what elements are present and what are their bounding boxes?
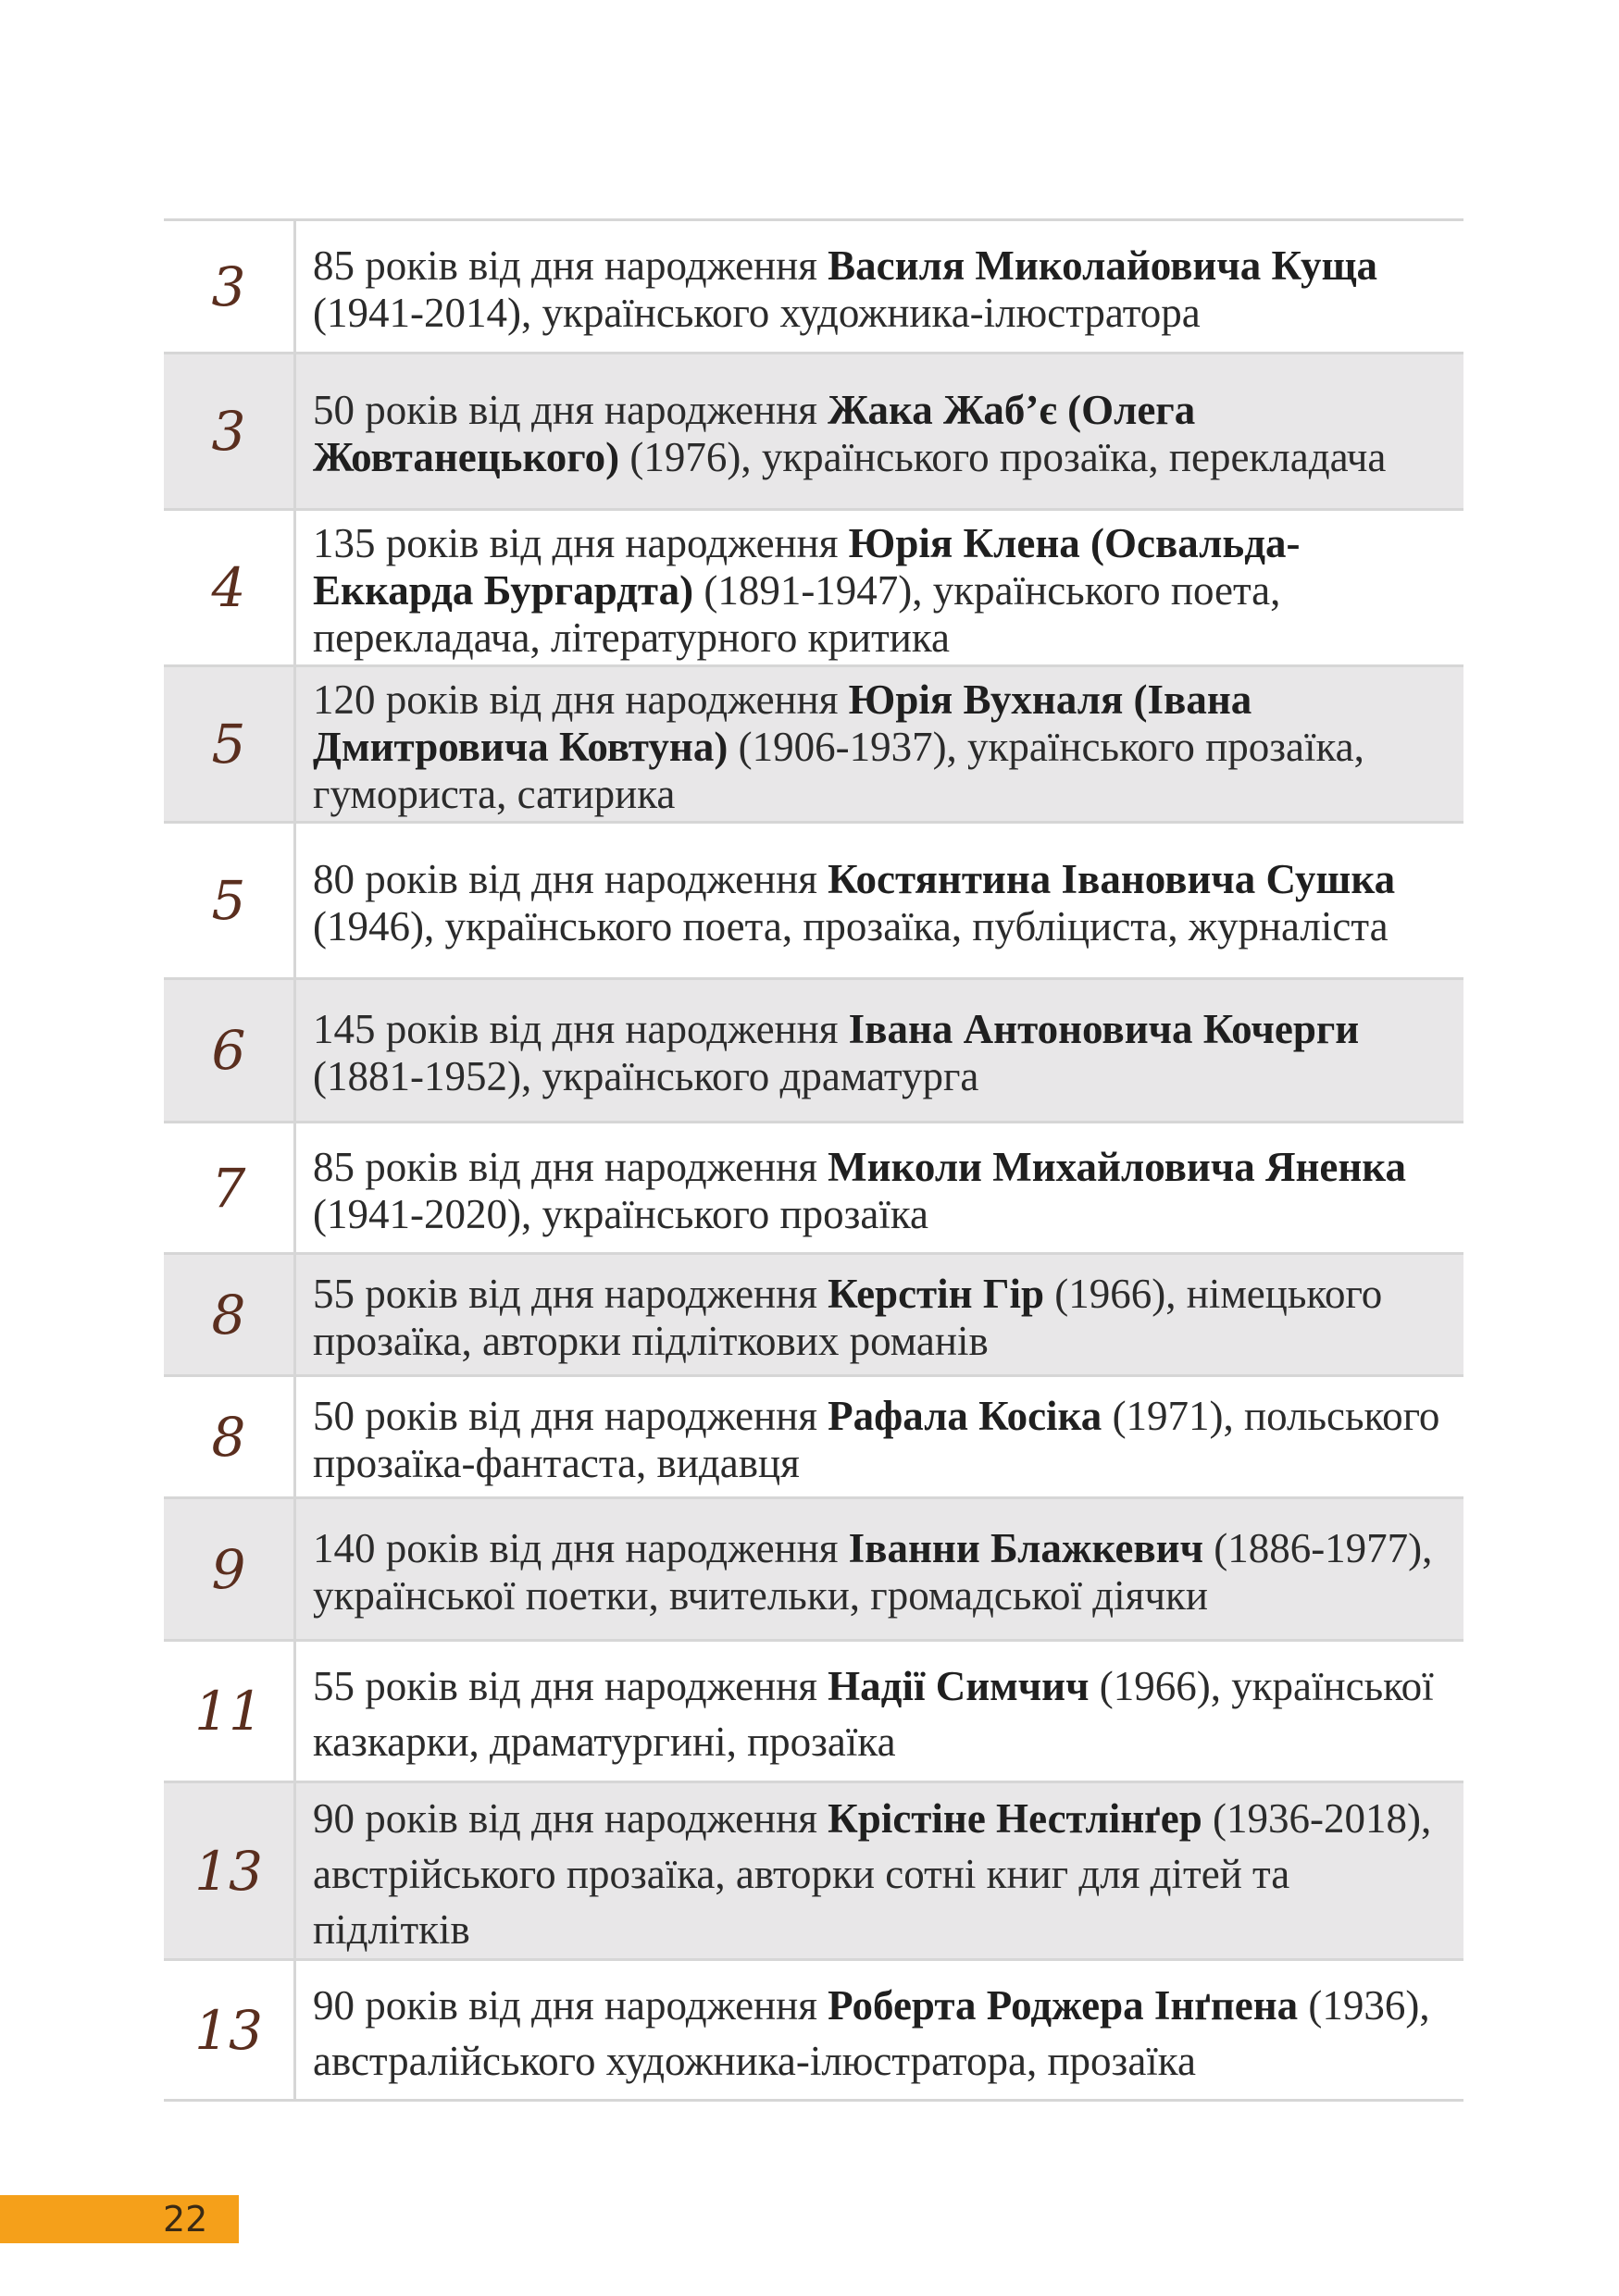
calendar-row	[164, 511, 1463, 667]
person-name: Надії Симчич	[828, 1663, 1090, 1709]
entry-details: (1936), австралійського художника-ілюстратора, прозаїка	[313, 1981, 1430, 2084]
calendar-row	[164, 824, 1463, 980]
calendar-row	[164, 1377, 1463, 1499]
day-number: 9	[164, 1499, 296, 1639]
day-number: 5	[164, 824, 296, 977]
entry-details: (1891-1947), українського поета, перекладача, літературного критика	[313, 566, 1281, 661]
entry-prefix: 90 років від дня народження	[313, 1981, 828, 2029]
entry-details: (1936-2018), австрійського прозаїка, авторки сотні книг для дітей та підлітків	[313, 1794, 1432, 1953]
person-name: Івана Антоновича Кочерги	[848, 1006, 1360, 1052]
entry-prefix: 140 років від дня народження	[313, 1524, 849, 1571]
entry-text	[296, 221, 1463, 352]
entry-text	[296, 1377, 1463, 1496]
entry-text	[296, 980, 1463, 1121]
person-name: Жака Жаб’є (Олега Жовтанецького)	[313, 387, 1196, 480]
entry-prefix: 80 років від дня народження	[313, 856, 828, 902]
person-name: Керстін Гір	[828, 1270, 1045, 1317]
calendar-row	[164, 1961, 1463, 2102]
calendar-row	[164, 1123, 1463, 1255]
day-number: 3	[164, 221, 296, 352]
person-name: Крістіне Нестлінґер	[828, 1794, 1202, 1842]
person-name: Костянтина Івановича Сушка	[828, 856, 1396, 902]
entry-prefix: 55 років від дня народження	[313, 1270, 828, 1317]
person-name: Іванни Блажкевич	[848, 1524, 1203, 1571]
entry-prefix: 85 років від дня народження	[313, 1143, 828, 1190]
calendar-row	[164, 1783, 1463, 1961]
entry-text	[296, 1123, 1463, 1252]
person-name: Рафала Косіка	[828, 1392, 1102, 1439]
person-name: Юрія Клена (Освальда-Еккарда Бургардта)	[313, 519, 1301, 614]
calendar-row	[164, 354, 1463, 511]
entry-prefix: 120 років від дня народження	[313, 676, 849, 723]
entry-text	[296, 511, 1463, 664]
day-number: 3	[164, 354, 296, 508]
entry-text	[296, 1961, 1463, 2099]
entry-details: (1941-2014), українського художника-ілюстратора	[313, 289, 1201, 336]
entry-prefix: 135 років від дня народження	[313, 519, 849, 566]
day-number: 8	[164, 1255, 296, 1374]
entry-details: (1906-1937), українського прозаїка, гумориста, сатирика	[313, 723, 1364, 817]
day-number: 6	[164, 980, 296, 1121]
entry-details: (1976), українського прозаїка, перекладача	[619, 434, 1387, 480]
day-number: 5	[164, 667, 296, 821]
day-number: 13	[164, 1783, 296, 1958]
entry-prefix: 90 років від дня народження	[313, 1794, 828, 1842]
calendar-row	[164, 980, 1463, 1123]
entry-details: (1971), польського прозаїка-фантаста, видавця	[313, 1392, 1440, 1486]
entry-details: (1886-1977), української поетки, вчительки, громадської діячки	[313, 1524, 1433, 1619]
entry-details: (1881-1952), українського драматурга	[313, 1053, 979, 1099]
entry-prefix: 55 років від дня народження	[313, 1663, 828, 1709]
day-number: 13	[164, 1961, 296, 2099]
day-number: 11	[164, 1642, 296, 1781]
entry-text	[296, 1642, 1463, 1781]
calendar-row	[164, 667, 1463, 824]
page-number-badge: 22	[0, 2195, 239, 2243]
entry-prefix: 145 років від дня народження	[313, 1006, 849, 1052]
entry-prefix: 50 років від дня народження	[313, 1392, 828, 1439]
entry-details: (1966), української казкарки, драматургині, прозаїка	[313, 1663, 1434, 1765]
entry-text	[296, 824, 1463, 977]
entry-details: (1946), українського поета, прозаїка, публіциста, журналіста	[313, 903, 1389, 949]
calendar-row	[164, 1499, 1463, 1642]
day-number: 8	[164, 1377, 296, 1496]
calendar-row	[164, 1642, 1463, 1783]
day-number: 7	[164, 1123, 296, 1252]
entry-text	[296, 1783, 1463, 1958]
entry-details: (1966), німецького прозаїка, авторки підліткових романів	[313, 1270, 1383, 1364]
entry-text	[296, 1499, 1463, 1639]
entry-text	[296, 1255, 1463, 1374]
day-number: 4	[164, 511, 296, 664]
person-name: Юрія Вухналя (Івана Дмитровича Ковтуна)	[313, 676, 1252, 770]
entry-prefix: 50 років від дня народження	[313, 387, 828, 433]
person-name: Роберта Роджера Інґпена	[828, 1981, 1299, 2029]
person-name: Миколи Михайловича Яненка	[828, 1143, 1407, 1190]
entry-text	[296, 354, 1463, 508]
entry-text	[296, 667, 1463, 821]
calendar-row	[164, 1255, 1463, 1377]
entry-details: (1941-2020), українського прозаїка	[313, 1190, 929, 1237]
anniversary-calendar-table	[164, 218, 1463, 2102]
entry-prefix: 85 років від дня народження	[313, 242, 828, 289]
person-name: Василя Миколайовича Куща	[828, 242, 1377, 289]
calendar-row	[164, 221, 1463, 354]
